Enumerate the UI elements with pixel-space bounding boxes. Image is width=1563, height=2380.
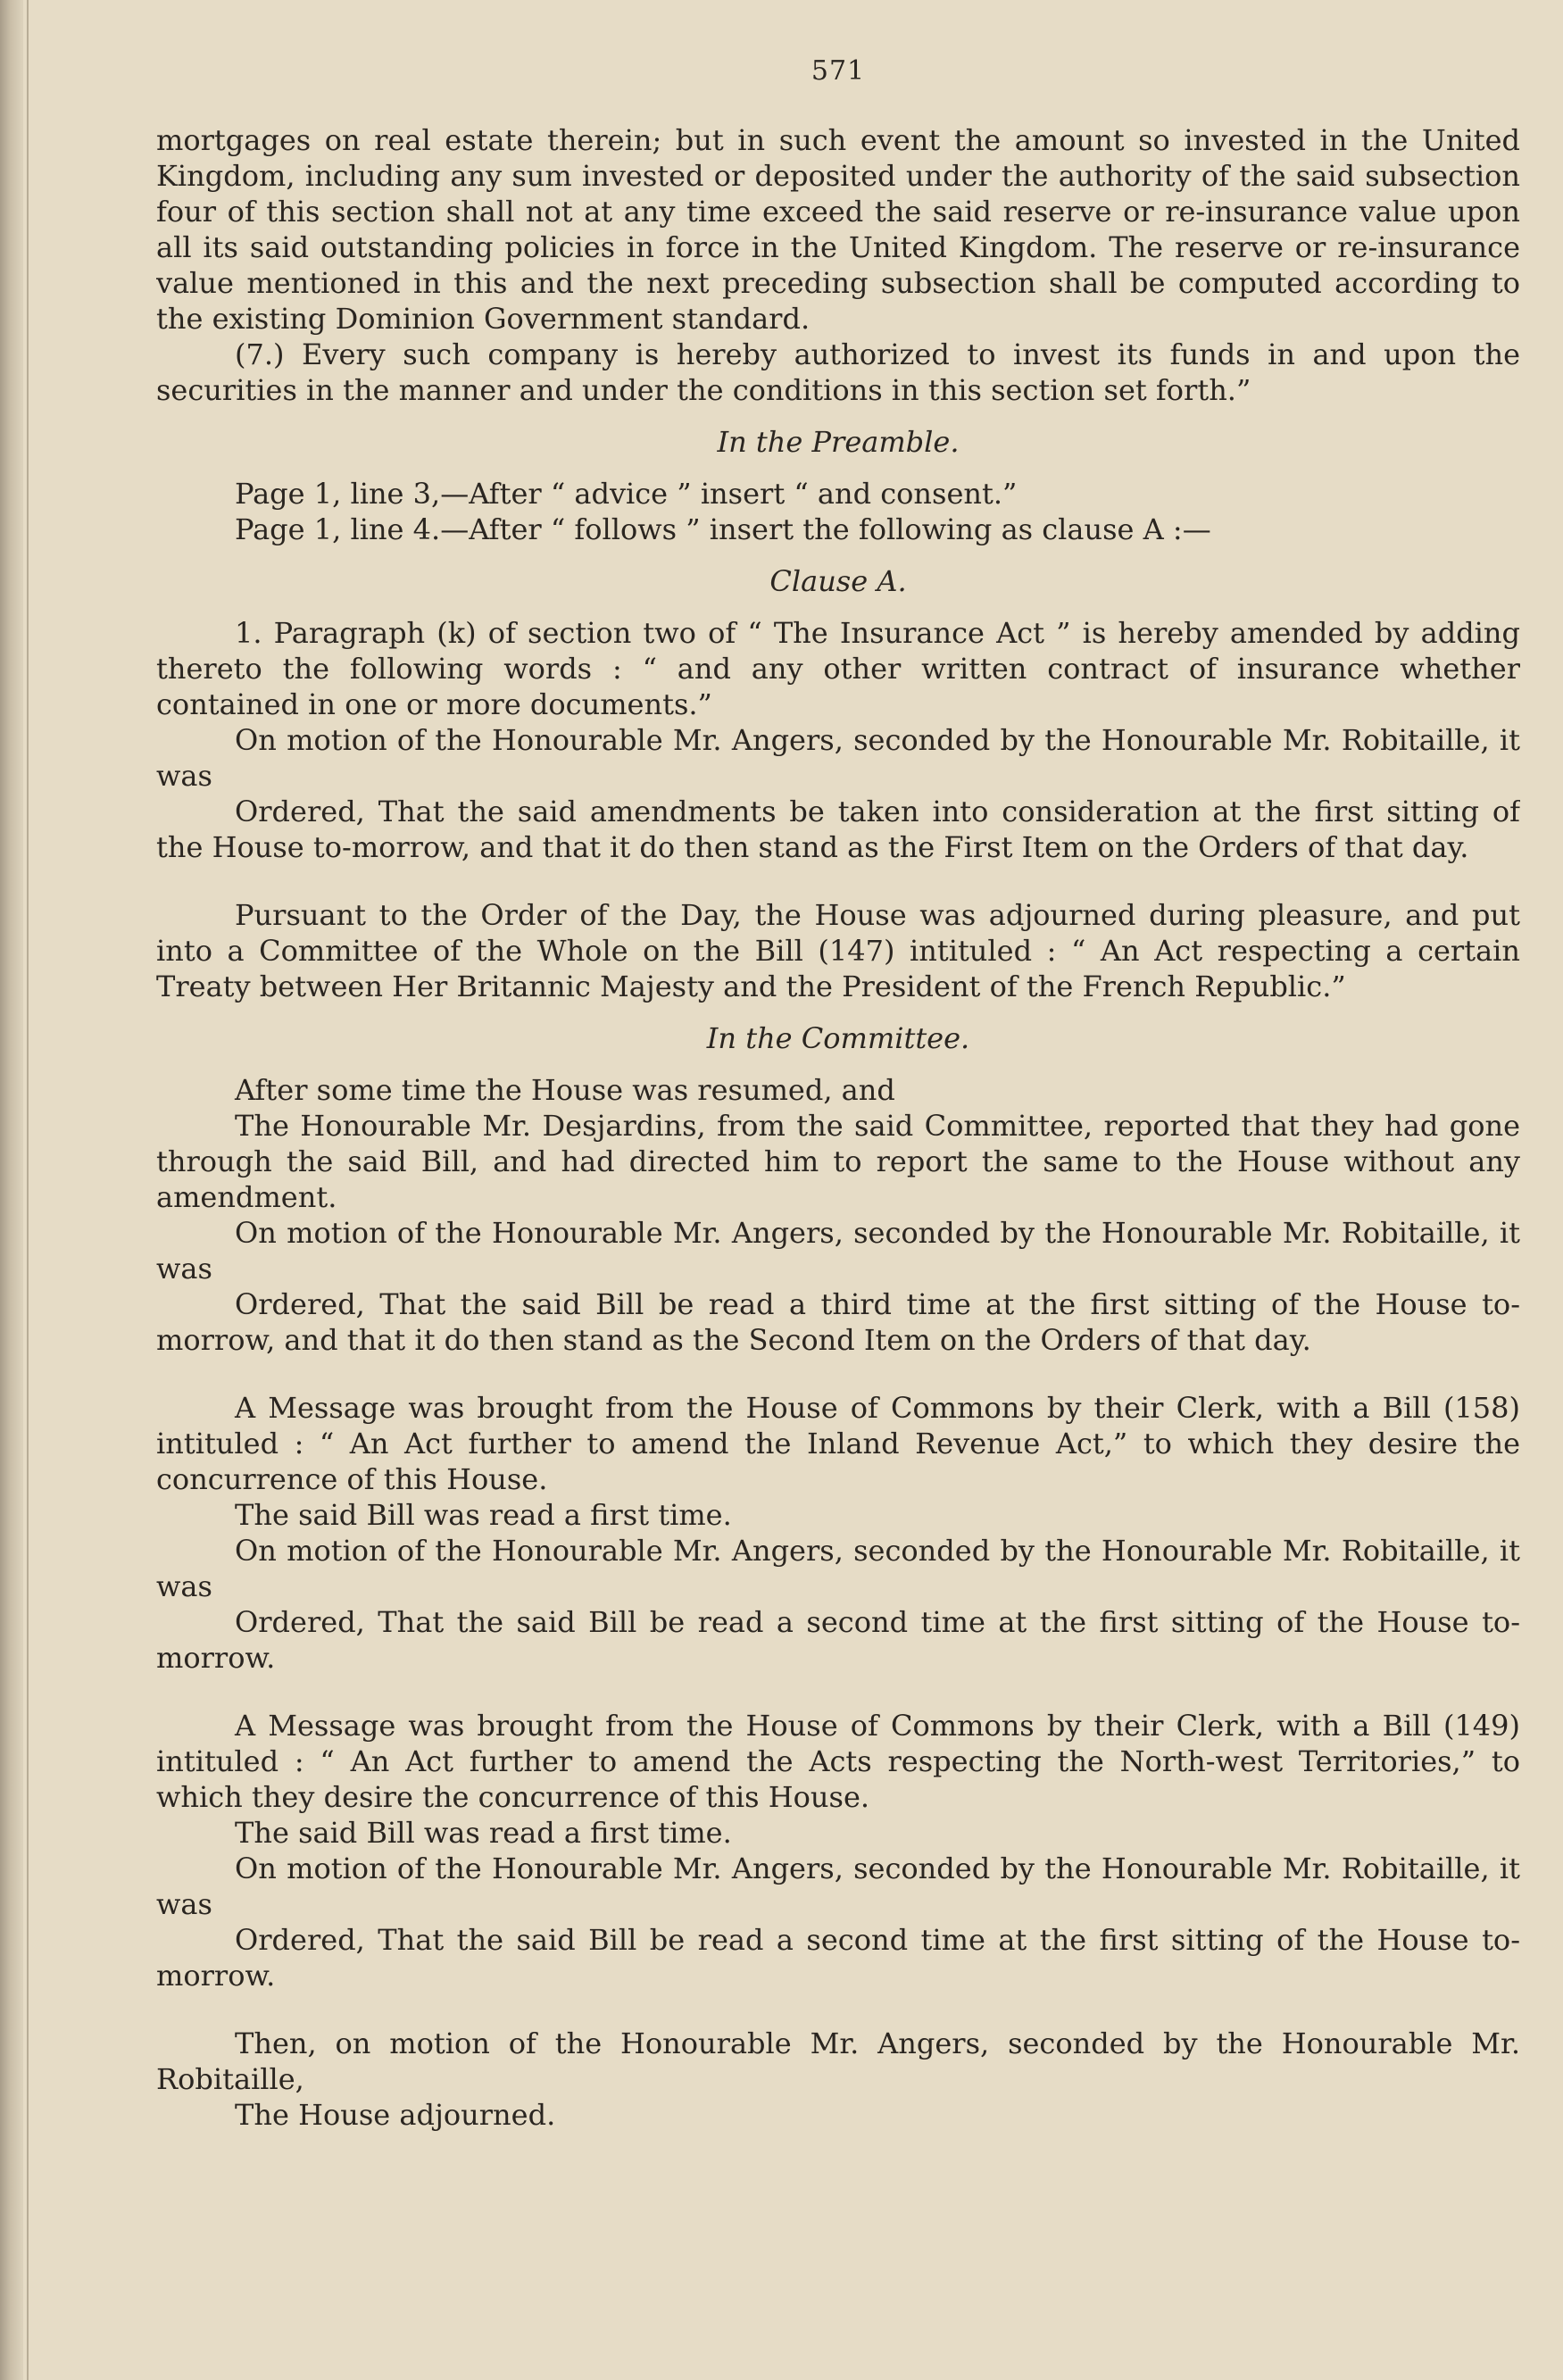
paragraph-clause-a-text: 1. Paragraph (k) of section two of “ The Insurance Act ” is hereby amended by adding thereto the following words : “ and any other written contract of insurance whether contained in one or more documents.” (156, 616, 1520, 721)
paragraph-desjardins-report: The Honourable Mr. Desjardins, from the said Committee, reported that they had gone through the said Bill, and had directed him to report the same to the House without any amendment. (156, 1109, 1520, 1214)
paragraph-motion-2: On motion of the Honourable Mr. Angers, seconded by the Honourable Mr. Robitaille, it was (156, 1216, 1520, 1286)
page-binding-edge (27, 0, 29, 2380)
paragraph-first-reading-2: The said Bill was read a first time. (235, 1816, 732, 1850)
paragraph-mortgages: mortgages on real estate therein; but in such event the amount so invested in the United Kingdom, including any sum invested or deposited under the authority of the said subsection four of this section shall not at any time exceed the said reserve or re-insurance value upon all its said outstanding policies in force in the United Kingdom. The reserve or re-insurance value mentioned in this and the next preceding subsection shall be computed according to the existing Dominion Government standard. (156, 123, 1520, 336)
paragraph-message-149: A Message was brought from the House of Commons by their Clerk, with a Bill (149) intituled : “ An Act further to amend the Acts respecting the North-west Territories,” to which they desire the concurrence of this House. (156, 1709, 1520, 1814)
document-page (156, 55, 1520, 2341)
page-binding-shadow (0, 0, 23, 2380)
paragraph-ordered-3: Ordered, That the said Bill be read a second time at the first sitting of the House to-morrow. (156, 1605, 1520, 1675)
paragraph-subsection-7: (7.) Every such company is hereby authorized to invest its funds in and upon the securities in the manner and under the conditions in this section set forth.” (156, 337, 1520, 407)
heading-committee: In the Committee. (706, 1021, 970, 1055)
paragraph-motion-4: On motion of the Honourable Mr. Angers, seconded by the Honourable Mr. Robitaille, it was (156, 1852, 1520, 1921)
heading-clause-a: Clause A. (769, 564, 907, 598)
page-number: 571 (811, 55, 866, 87)
paragraph-motion-3: On motion of the Honourable Mr. Angers, seconded by the Honourable Mr. Robitaille, it was (156, 1534, 1520, 1603)
paragraph-message-158: A Message was brought from the House of Commons by their Clerk, with a Bill (158) intituled : “ An Act further to amend the Inland Revenue Act,” to which they desire the concurrence of this House. (156, 1391, 1520, 1496)
paragraph-page1-line3: Page 1, line 3,—After “ advice ” insert “ and consent.” (235, 477, 1018, 511)
heading-preamble: In the Preamble. (717, 425, 960, 459)
paragraph-ordered-1: Ordered, That the said amendments be taken into consideration at the first sitting of the House to-morrow, and that it do then stand as the First Item on the Orders of that day. (156, 795, 1520, 864)
paragraph-pursuant: Pursuant to the Order of the Day, the House was adjourned during pleasure, and put into a Committee of the Whole on the Bill (147) intituled : “ An Act respecting a certain Treaty between Her Britannic Majesty and the President of the French Republic.” (156, 898, 1520, 1003)
paragraph-ordered-2: Ordered, That the said Bill be read a third time at the first sitting of the House to-morrow, and that it do then stand as the Second Item on the Orders of that day. (156, 1287, 1520, 1357)
paragraph-motion-1: On motion of the Honourable Mr. Angers, seconded by the Honourable Mr. Robitaille, it was (156, 723, 1520, 793)
paragraph-house-adjourned: The House adjourned. (235, 2098, 556, 2132)
paragraph-first-reading-1: The said Bill was read a first time. (235, 1498, 732, 1532)
paragraph-final-motion: Then, on motion of the Honourable Mr. Angers, seconded by the Honourable Mr. Robitaille, (156, 2026, 1520, 2096)
paragraph-house-resumed: After some time the House was resumed, and (235, 1073, 895, 1107)
paragraph-page1-line4: Page 1, line 4.—After “ follows ” insert the following as clause A :— (235, 512, 1211, 546)
paragraph-ordered-4: Ordered, That the said Bill be read a second time at the first sitting of the House to-morrow. (156, 1923, 1520, 1993)
